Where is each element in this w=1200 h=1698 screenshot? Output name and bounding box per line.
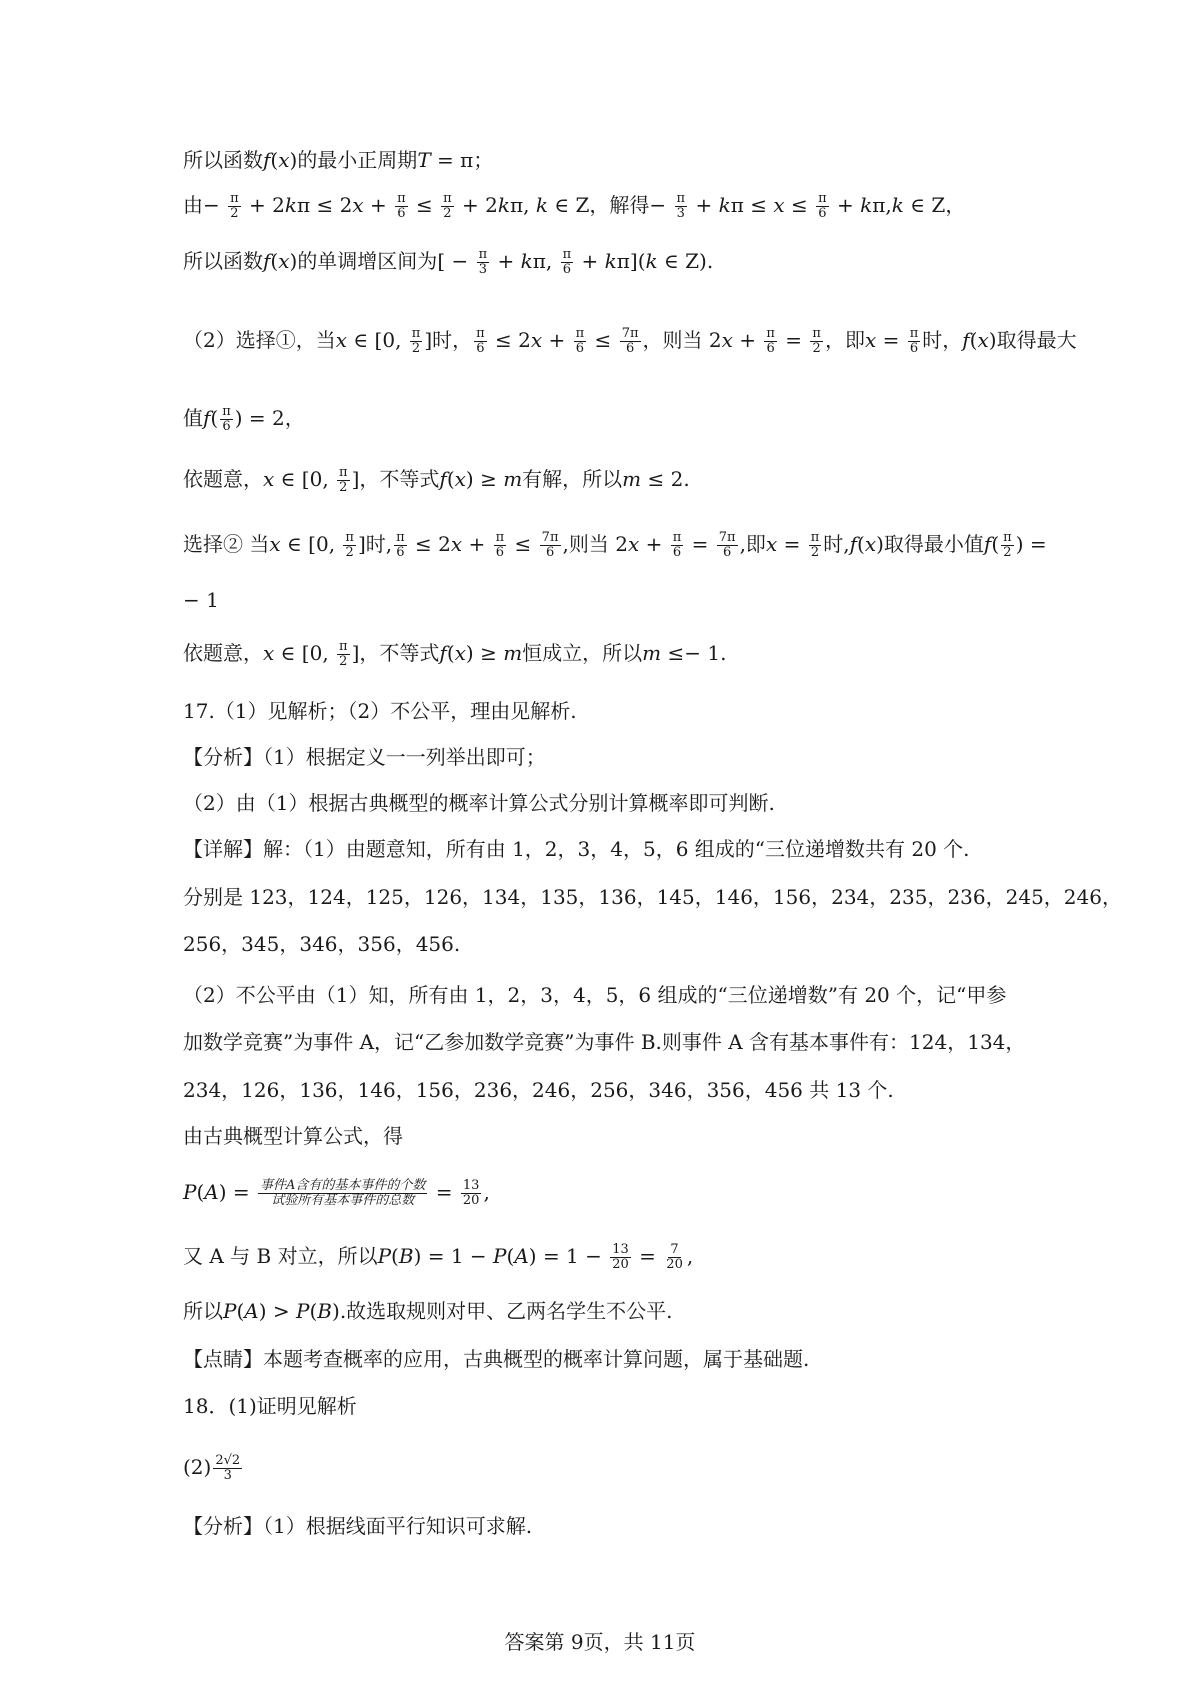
detail-line: 【详解】解：（1）由题意知，所有由 1，2，3，4，5，6 组成的“三位递增数共有 20 个. [183, 837, 970, 861]
text: ，不等式 [359, 641, 440, 665]
text-line: （2）选择①，当x ∈ [0, $\frac{\pi}{2}$ ]时， $\frac{\pi}{6}$ ≤ 2x + $\frac{\pi}{6}$ ≤ $\frac{7\pi}{6}$ ，则当 2x + $\frac{\pi}{6}$ = $\frac{\pi}{2}$ ，即x = $\frac{\pi}{6}$ 时，f(x)取得最大 [183, 326, 1077, 356]
text: 所以函数 [183, 249, 263, 273]
text: 时, [823, 532, 850, 556]
text: 取得最小值 [883, 532, 984, 556]
text: 的最小正周期 [297, 148, 418, 172]
conclusion-line: 所以P(A) > P(B).故选取规则对甲、乙两名学生不公平. [183, 1299, 673, 1323]
text-line: 所以函数f(x)的最小正周期T = π； [183, 148, 494, 172]
text: 值 [183, 406, 203, 430]
text: 依题意， [183, 641, 263, 665]
text: ，解得 [589, 193, 650, 217]
answer-18-2: (2) $\frac{2√2}{3}$ [183, 1453, 241, 1483]
text: ， [945, 193, 966, 217]
text-line: 234，126，136，146，156，236，246，256，346，356，456 共 13 个. [183, 1078, 894, 1102]
text: 由 [183, 193, 203, 217]
fraction-numerator: 事件A含有的基本事件的个数 [260, 1178, 426, 1193]
analysis-line: （2）由（1）根据古典概型的概率计算公式分别计算概率即可判断. [183, 791, 775, 815]
text-line: 选择② 当x ∈ [0, $\frac{\pi}{2}$ ]时, $\frac{\pi}{6}$ ≤ 2x + $\frac{\pi}{6}$ ≤ $\frac{7\pi}{6}$ ,则当 2x + $\frac{\pi}{6}$ = $\frac{7\pi}{6}$ ,即x = $\frac{\pi}{2}$ 时,f(x)取得最小值f( $\frac{\pi}{2}$ ) = [183, 530, 1047, 560]
text: ， [284, 406, 305, 430]
text: 时， [922, 328, 963, 352]
text: . [720, 641, 727, 665]
fraction-denominator: 试验所有基本事件的总数 [271, 1193, 415, 1208]
text: ，不等式 [359, 467, 440, 491]
text: ,即 [739, 532, 766, 556]
text: 的单调增区间为 [297, 249, 438, 273]
text-line: 所以函数f(x)的单调增区间为[ − $\frac{\pi}{3}$ + kπ, $\frac{\pi}{6}$ + kπ](k ∈ Z). [183, 247, 714, 277]
text-line: 分别是 123，124，125，126，134，135，136，145，146，156，234，235，236，245，246， [183, 885, 1122, 909]
text: 所以 [183, 1299, 223, 1323]
text: 恒成立，所以 [522, 641, 643, 665]
text: − 1 [183, 588, 219, 612]
text: 时, [365, 532, 393, 556]
text: 取得最大 [996, 328, 1077, 352]
text: . [683, 467, 690, 491]
text-line [183, 586, 219, 614]
text: ，则当 [642, 328, 703, 352]
text: .故选取规则对甲、乙两名学生不公平. [339, 1299, 673, 1323]
question-18-heading: 18．(1)证明见解析 [183, 1394, 357, 1418]
text: （2）选择①，当 [183, 328, 336, 352]
text: (2) [183, 1455, 212, 1479]
analysis-line: 【分析】（1）根据定义一一列举出即可； [183, 745, 546, 769]
text-line: 依题意，x ∈ [0, $\frac{\pi}{2}$ ]，不等式f(x) ≥ m有解，所以m ≤ 2. [183, 465, 690, 495]
text-line: 256，345，346，356，456. [183, 932, 461, 956]
text: 时， [432, 328, 473, 352]
formula-pa: P(A) = $\frac{\text{事件A含有的基本事件的个数}}{\text{试验所有基本事件的总数}}$ = $\frac{13}{20}$ , [183, 1178, 490, 1208]
text: 所以函数 [183, 148, 263, 172]
formula-pb: 又 A 与 B 对立，所以P(B) = 1 − P(A) = 1 − $\frac{13}{20}$ = $\frac{7}{20}$ , [183, 1242, 694, 1272]
text-line: 由古典概型计算公式，得 [183, 1124, 403, 1148]
text: 选择② 当 [183, 532, 270, 556]
comment-line: 【点睛】本题考查概率的应用，古典概型的概率计算问题，属于基础题. [183, 1347, 810, 1371]
text-line: 加数学竞赛”为事件 A，记“乙参加数学竞赛”为事件 B.则事件 A 含有基本事件有：124，134， [183, 1030, 1026, 1054]
text: 依题意， [183, 467, 263, 491]
text-line: （2）不公平由（1）知，所有由 1，2，3，4，5，6 组成的“三位递增数”有 20 个，记“甲参 [183, 983, 1007, 1007]
text: ； [473, 148, 494, 172]
text: . [706, 249, 714, 273]
text: ,则当 [562, 532, 609, 556]
text: ，即 [824, 328, 865, 352]
text: 有解，所以 [522, 467, 623, 491]
text-line: 值f( $\frac{\pi}{6}$ ) = 2， [183, 404, 305, 434]
text: 又 A 与 B 对立，所以 [183, 1244, 378, 1268]
page-footer: 答案第 9页，共 11页 [504, 1630, 696, 1654]
question-17-heading: 17.（1）见解析；（2）不公平，理由见解析. [183, 699, 577, 723]
analysis-line: 【分析】（1）根据线面平行知识可求解. [183, 1514, 533, 1538]
text-line: 依题意，x ∈ [0, $\frac{\pi}{2}$ ]，不等式f(x) ≥ m恒成立，所以m ≤− 1. [183, 639, 727, 669]
text-line: 由− $\frac{\pi}{2}$ + 2kπ ≤ 2x + $\frac{\pi}{6}$ ≤ $\frac{\pi}{2}$ + 2kπ, k ∈ Z，解得− $\frac{\pi}{3}$ + kπ ≤ x ≤ $\frac{\pi}{6}$ + kπ,k ∈ Z， [183, 191, 966, 221]
